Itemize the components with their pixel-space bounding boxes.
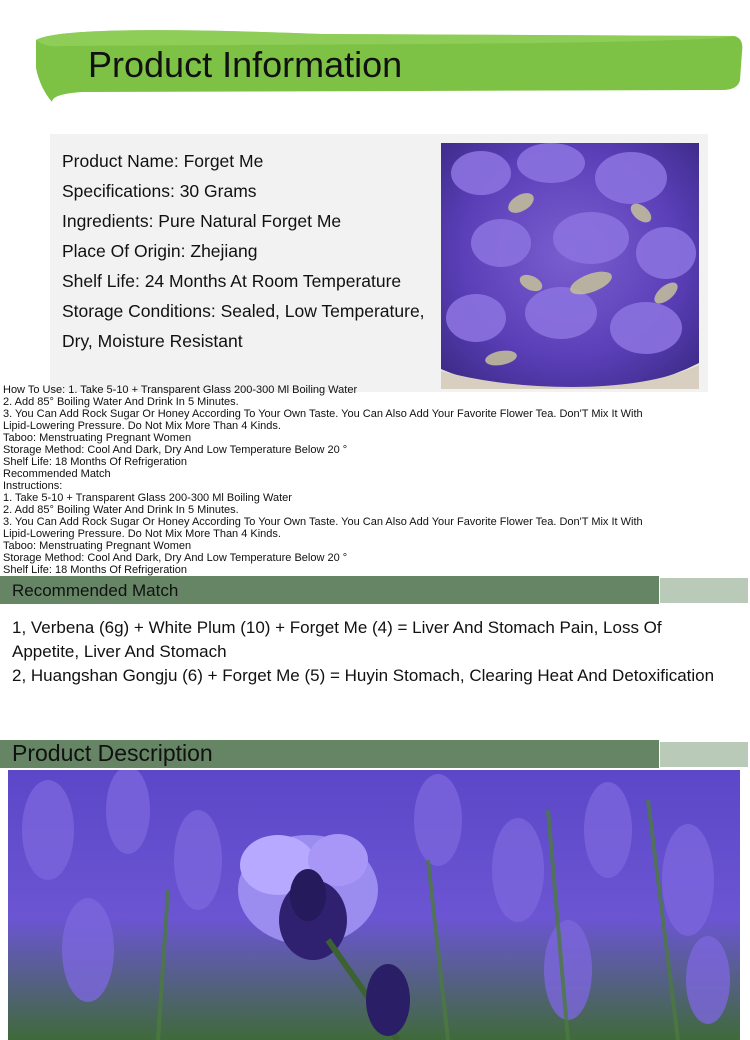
usage-line: Storage Method: Cool And Dark, Dry And Low Temperature Below 20 ° [3, 552, 348, 564]
usage-line: How To Use: 1. Take 5-10 + Transparent Glass 200-300 Ml Boiling Water [3, 384, 358, 396]
usage-line: 3. You Can Add Rock Sugar Or Honey According To Your Own Taste. You Can Also Add Your Favorite Flower Tea. Don'T Mix It With [3, 408, 643, 420]
usage-line: Shelf Life: 18 Months Of Refrigeration [3, 564, 188, 576]
usage-line: 2. Add 85° Boiling Water And Drink In 5 Minutes. [3, 396, 239, 408]
usage-line: Storage Method: Cool And Dark, Dry And Low Temperature Below 20 ° [3, 444, 348, 456]
match-item: 1, Verbena (6g) + White Plum (10) + Forget Me (4) = Liver And Stomach Pain, Loss Of Appetite, Liver And Stomach [12, 618, 662, 661]
dried-flowers-photo [441, 143, 699, 389]
usage-line: Taboo: Menstruating Pregnant Women [3, 432, 192, 444]
info-line-storage: Storage Conditions: Sealed, Low Temperature, [62, 301, 425, 321]
section-title-product-description: Product Description [12, 740, 213, 766]
info-line-ingredients: Ingredients: Pure Natural Forget Me [62, 211, 342, 231]
info-line-name: Product Name: Forget Me [62, 151, 264, 171]
info-line-shelf-life: Shelf Life: 24 Months At Room Temperature [62, 271, 402, 291]
usage-instructions [3, 384, 748, 576]
usage-line: Lipid-Lowering Pressure. Do Not Mix More Than 4 Kinds. [3, 528, 281, 540]
match-item: 2, Huangshan Gongju (6) + Forget Me (5) = Huyin Stomach, Clearing Heat And Detoxification [12, 666, 715, 685]
lavender-field-photo [8, 770, 740, 1040]
product-info-list [62, 146, 425, 356]
usage-line: Shelf Life: 18 Months Of Refrigeration [3, 456, 188, 468]
usage-line: 3. You Can Add Rock Sugar Or Honey According To Your Own Taste. You Can Also Add Your Favorite Flower Tea. Don'T Mix It With [3, 516, 643, 528]
recommended-match-list [12, 616, 732, 688]
usage-line: Taboo: Menstruating Pregnant Women [3, 540, 192, 552]
info-line-specifications: Specifications: 30 Grams [62, 181, 257, 201]
info-line-origin: Place Of Origin: Zhejiang [62, 241, 258, 261]
usage-line: 2. Add 85° Boiling Water And Drink In 5 Minutes. [3, 504, 239, 516]
section-bar-accent [660, 578, 748, 603]
usage-line: Recommended Match [3, 468, 111, 480]
section-title-recommended-match: Recommended Match [12, 581, 179, 600]
section-bar-accent [660, 742, 748, 767]
info-line-storage-cont: Dry, Moisture Resistant [62, 331, 243, 351]
usage-line: Lipid-Lowering Pressure. Do Not Mix More Than 4 Kinds. [3, 420, 281, 432]
usage-line: 1. Take 5-10 + Transparent Glass 200-300 Ml Boiling Water [3, 492, 292, 504]
usage-line: Instructions: [3, 480, 63, 492]
section-bar-recommended-match [0, 576, 750, 604]
section-bar-product-description [0, 740, 750, 768]
page-title: Product Information [88, 44, 403, 85]
